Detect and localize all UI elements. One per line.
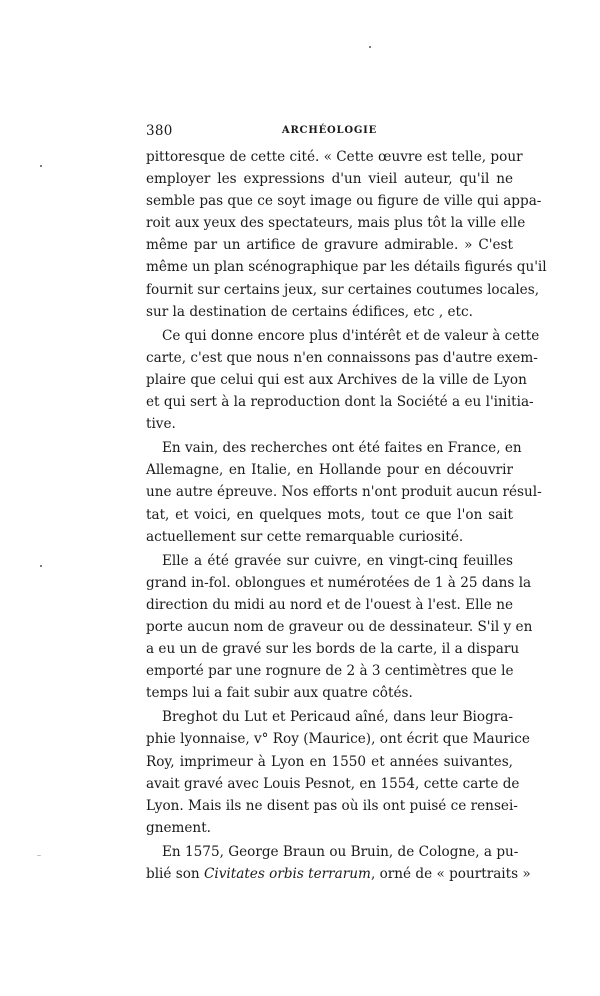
text-line: Allemagne, en Italie, en Hollande pour en découvrir — [146, 462, 513, 479]
text-line: porte aucun nom de graveur ou de dessinateur. S'il y en — [146, 618, 533, 635]
running-head: ARCHÉOLOGIE — [281, 125, 378, 136]
text-line: En 1575, George Braun ou Bruin, de Cologne, a pu- — [162, 843, 519, 860]
scan-speck — [40, 565, 42, 567]
paragraph — [146, 325, 540, 435]
text-line: même un plan scénographique par les détails figurés qu'il — [146, 259, 547, 276]
text-line: pittoresque de cette cité. « Cette œuvre est telle, pour — [146, 149, 523, 165]
text-line: carte, c'est que nous n'en connaissons pas d'autre exem- — [146, 349, 538, 366]
page-header — [146, 123, 513, 141]
page-number: 380 — [146, 123, 173, 139]
scan-speck — [369, 46, 371, 48]
text-line: Elle a été gravée sur cuivre, en vingt-cinq feuilles — [162, 552, 513, 569]
text-line: direction du midi au nord et de l'ouest à l'est. Elle ne — [146, 596, 513, 613]
text-line: même par un artifice de gravure admirable. » C'est — [146, 237, 513, 254]
text-line: plaire que celui qui est aux Archives de la ville de Lyon — [146, 371, 527, 388]
text-line: roit aux yeux des spectateurs, mais plus tôt la ville elle — [146, 215, 526, 232]
paragraph — [146, 550, 533, 705]
text-line: En vain, des recherches ont été faites en France, en — [162, 440, 522, 457]
text-line: phie lyonnaise, v° Roy (Maurice), ont écrit que Maurice — [146, 731, 530, 748]
text-line: Lyon. Mais ils ne disent pas où ils ont puisé ce rensei- — [146, 797, 518, 814]
scan-speck — [40, 165, 42, 167]
text-line: tat, et voici, en quelques mots, tout ce que l'on sait — [146, 506, 513, 523]
text-line: emporté par une rognure de 2 à 3 centimètres que le — [146, 663, 514, 680]
text-line: avait gravé avec Louis Pesnot, en 1554, cette carte de — [146, 775, 520, 792]
text-line: gnement. — [146, 819, 211, 836]
text-line: sur la destination de certains édifices, etc , etc. — [146, 303, 473, 320]
text-line: semble pas que ce soyt image ou figure de ville qui appa- — [146, 193, 542, 210]
text-line: Breghot du Lut et Pericaud aîné, dans leur Biogra- — [162, 709, 513, 726]
text-line: Roy, imprimeur à Lyon en 1550 et années suivantes, — [146, 753, 513, 770]
paragraph — [146, 437, 542, 547]
paragraph — [146, 841, 531, 885]
text-line: a eu un de gravé sur les bords de la carte, il a disparu — [146, 641, 520, 658]
text-line: temps lui a fait subir aux quatre côtés. — [146, 685, 413, 702]
text-line: tive. — [146, 416, 176, 433]
body-text — [146, 146, 547, 885]
text-line: fournit sur certains jeux, sur certaines coutumes locales, — [146, 281, 540, 298]
text-line: employer les expressions d'un vieil auteur, qu'il ne — [146, 171, 513, 188]
paragraph — [146, 146, 547, 323]
scan-speck — [37, 855, 41, 856]
paragraph — [146, 706, 530, 839]
text-line: Ce qui donne encore plus d'intérêt et de valeur à cette — [162, 327, 540, 344]
text-line: grand in-fol. oblongues et numérotées de 1 à 25 dans la — [146, 574, 532, 591]
text-line: et qui sert à la reproduction dont la Société a eu l'initia- — [146, 394, 534, 411]
line-text: , orné de « pourtraits » — [370, 866, 531, 882]
text-line — [146, 863, 531, 885]
text-line: actuellement sur cette remarquable curiosité. — [146, 528, 464, 545]
line-text: blié son — [146, 866, 204, 882]
text-line: une autre épreuve. Nos efforts n'ont produit aucun résul- — [146, 484, 542, 501]
book-title: Civitates orbis terrarum — [204, 866, 371, 882]
